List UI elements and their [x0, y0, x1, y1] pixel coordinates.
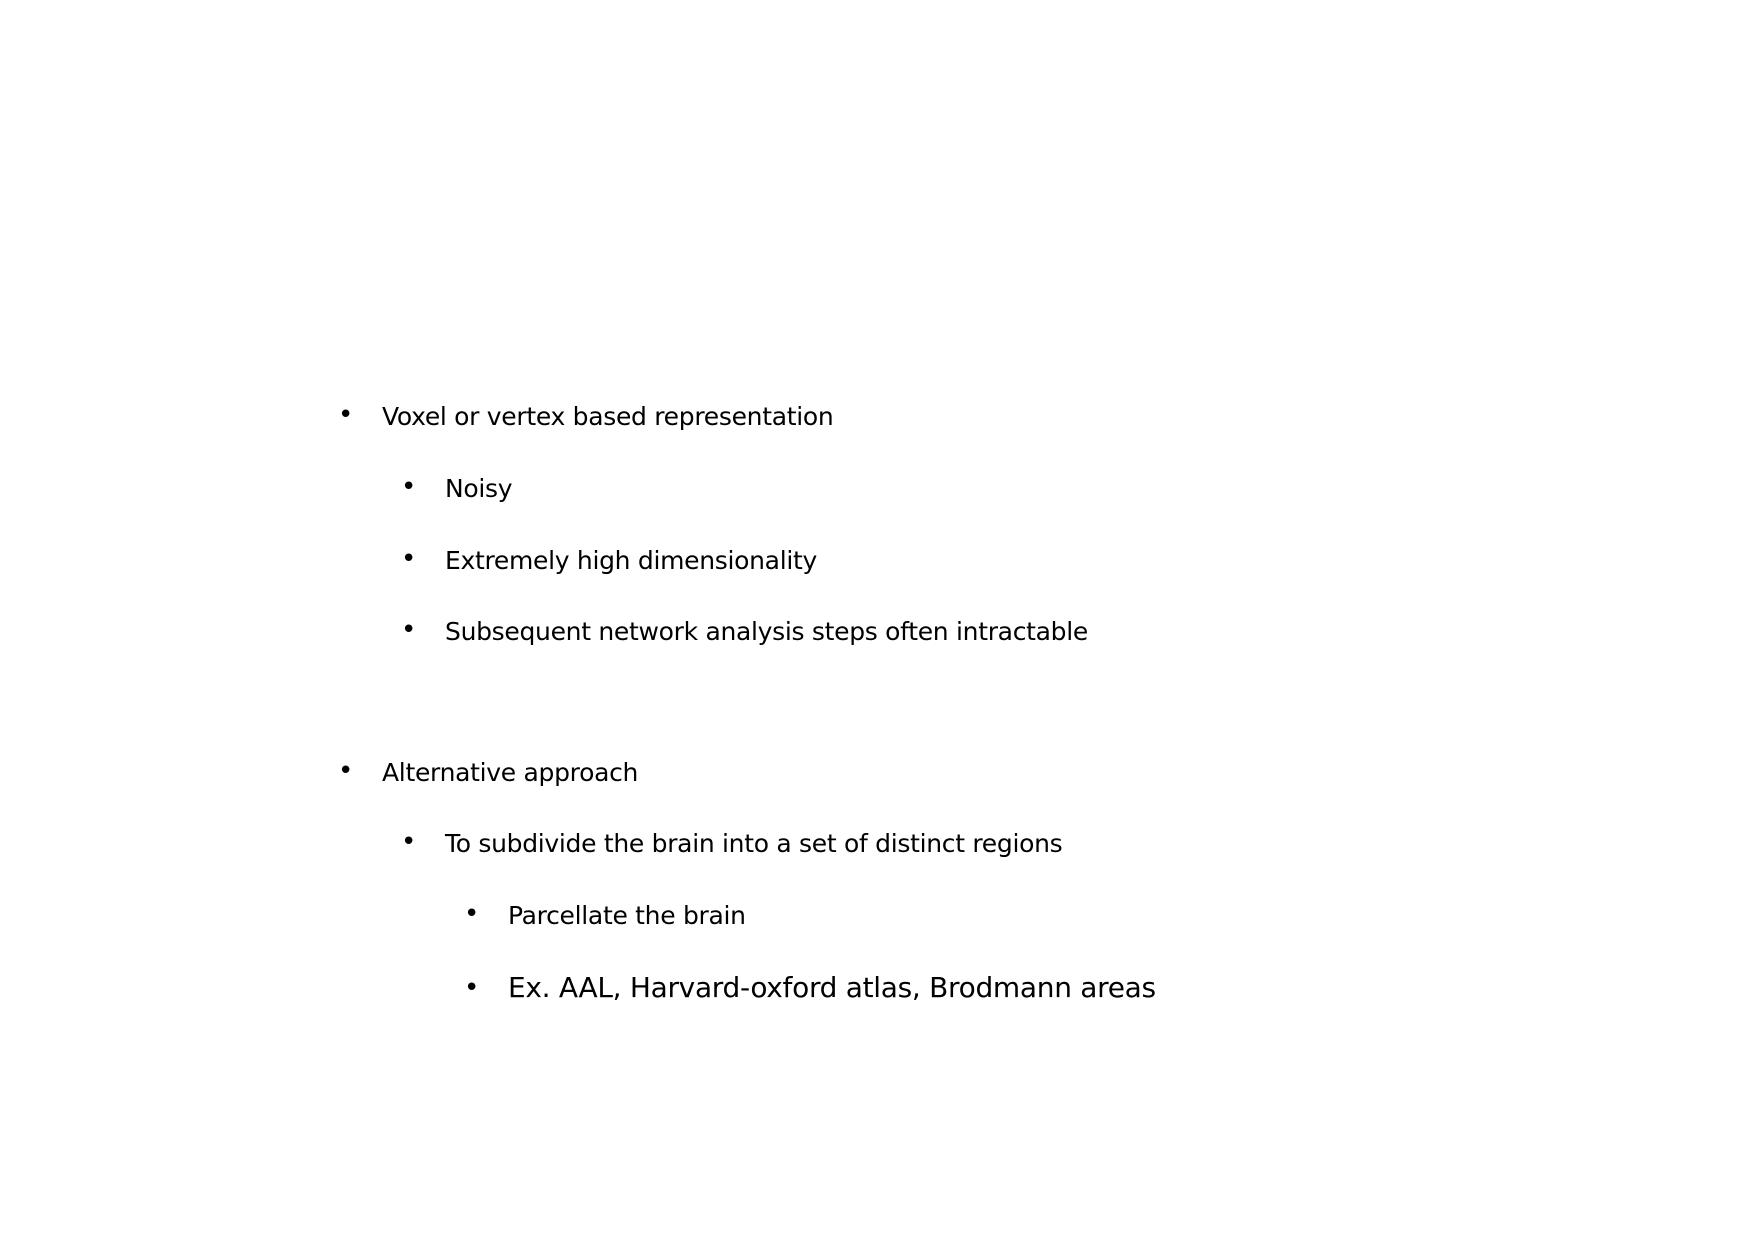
bullet-text: Noisy [445, 474, 513, 503]
bullet-dot-icon: • [401, 544, 417, 574]
bullet-text: Subsequent network analysis steps often intractable [445, 617, 1088, 646]
bullet-item-subdivide-brain [401, 827, 1063, 859]
bullet-dot-icon: • [338, 400, 354, 430]
bullet-text: Extremely high dimensionality [445, 546, 817, 575]
bullet-dot-icon: • [338, 756, 354, 786]
bullet-text: To subdivide the brain into a set of distinct regions [445, 829, 1063, 858]
bullet-dot-icon: • [464, 973, 480, 1003]
bullet-text: Ex. AAL, Harvard-oxford atlas, Brodmann areas [508, 971, 1156, 1004]
bullet-item-atlas-examples [464, 971, 1156, 1005]
bullet-text: Voxel or vertex based representation [382, 402, 834, 431]
bullet-dot-icon: • [401, 472, 417, 502]
bullet-item-high-dimensionality [401, 544, 817, 576]
bullet-text: Parcellate the brain [508, 901, 746, 930]
bullet-dot-icon: • [464, 899, 480, 929]
bullet-item-intractable [401, 615, 1088, 647]
bullet-dot-icon: • [401, 615, 417, 645]
bullet-item-parcellate [464, 899, 746, 931]
bullet-dot-icon: • [401, 827, 417, 857]
bullet-item-alternative-approach [338, 756, 639, 788]
bullet-text: Alternative approach [382, 758, 639, 787]
bullet-item-voxel-representation [338, 400, 834, 432]
bullet-item-noisy [401, 472, 513, 504]
